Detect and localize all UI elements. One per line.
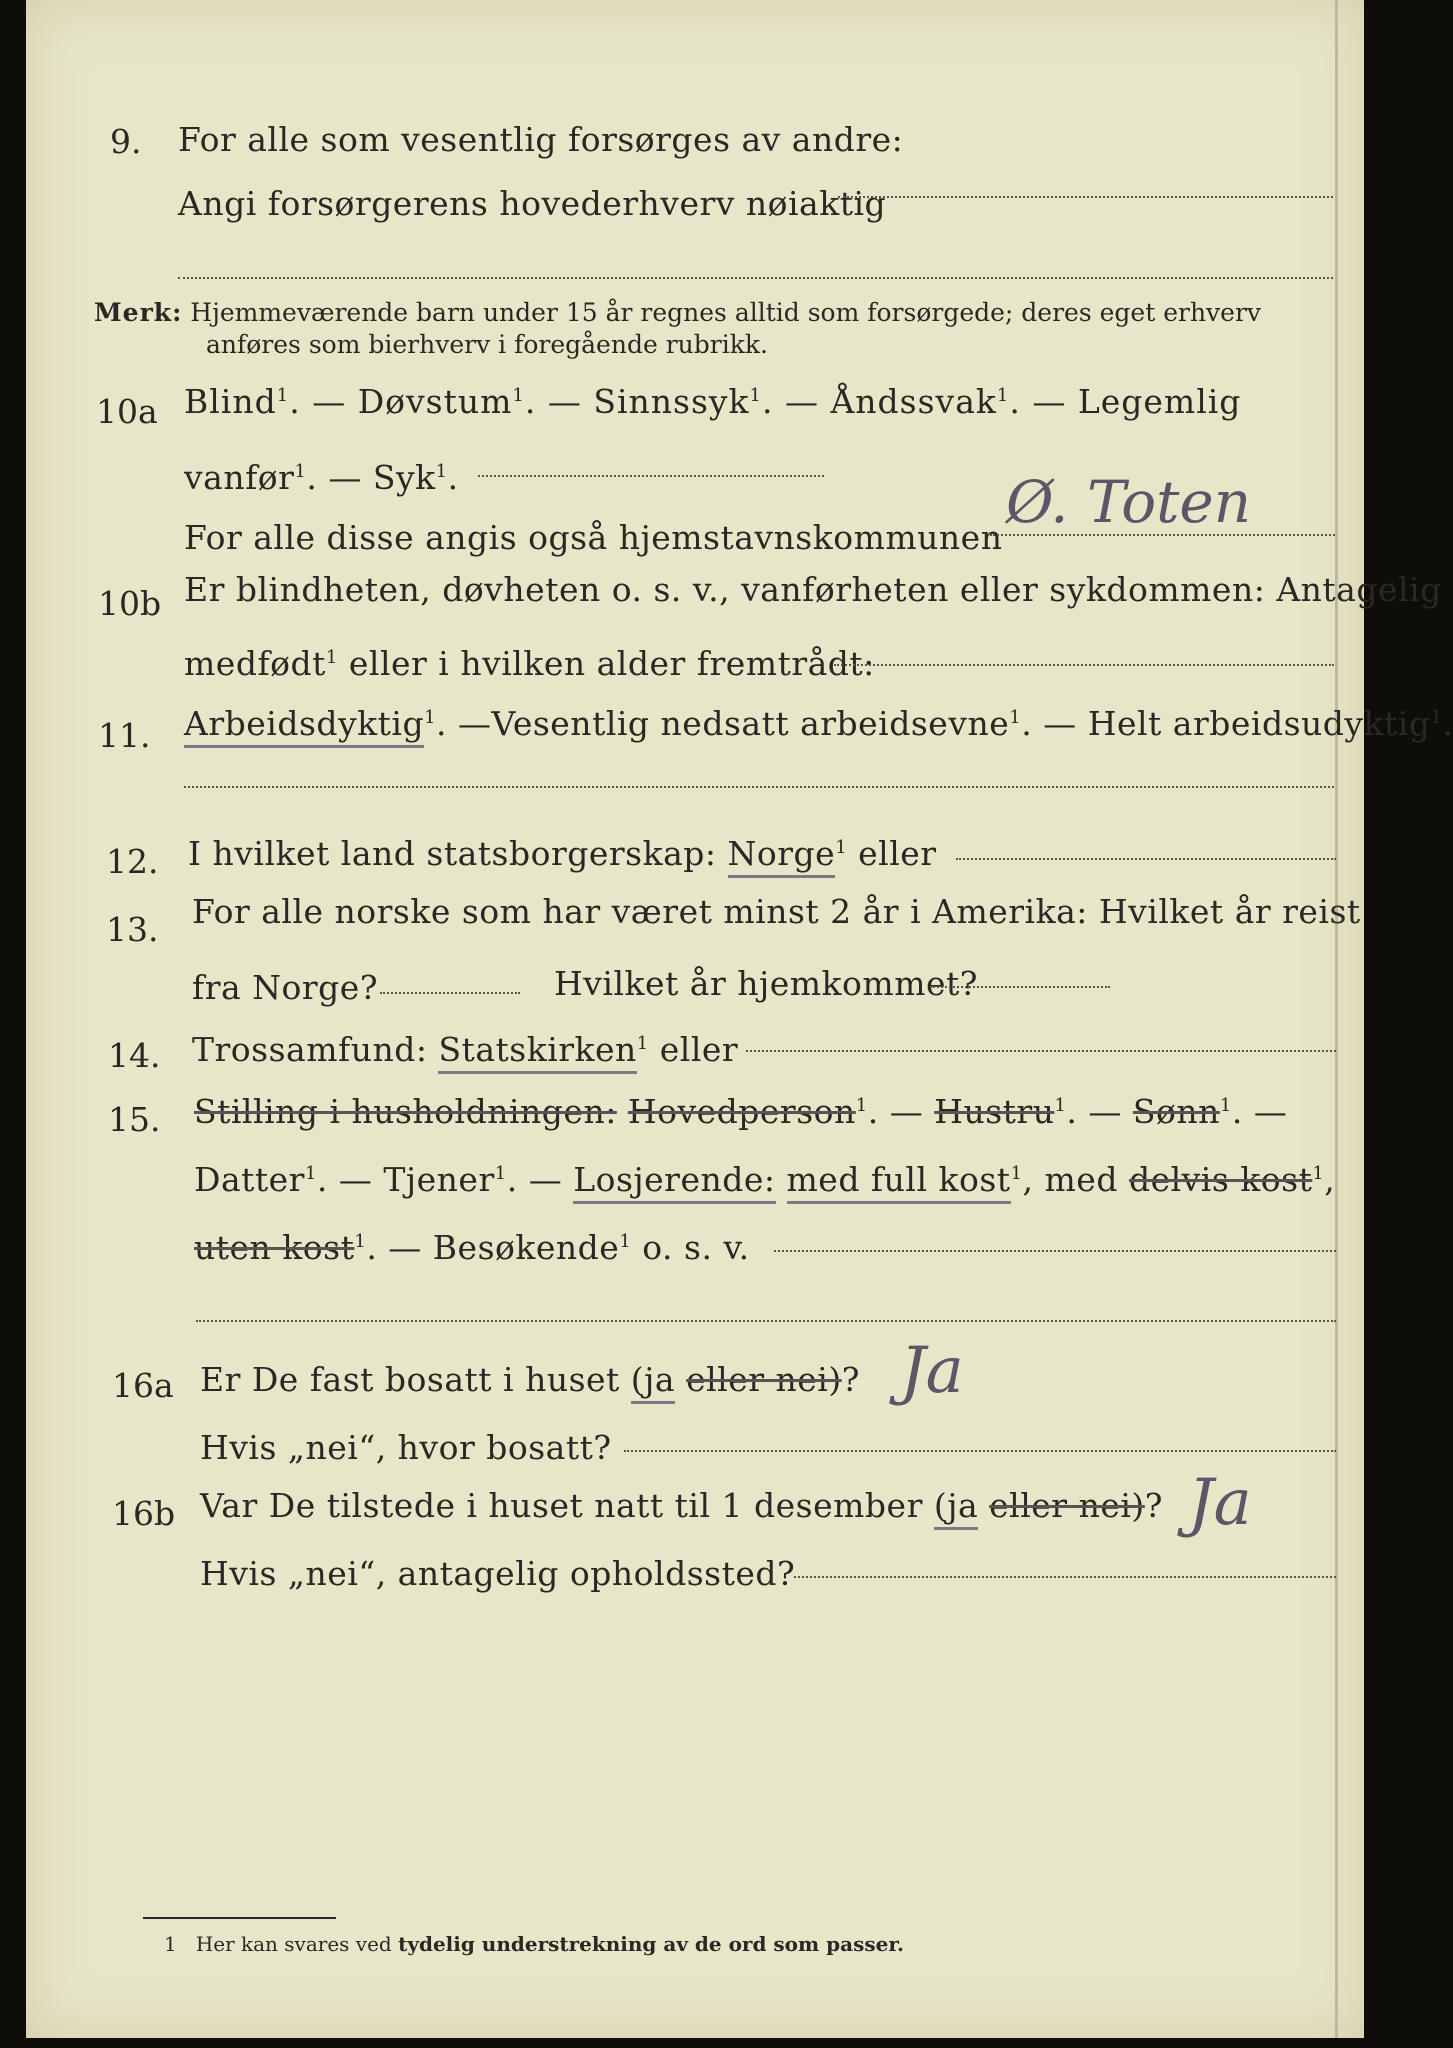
q10a-vanfor: vanfør xyxy=(184,458,295,497)
q14-answer-field[interactable] xyxy=(746,1050,1336,1052)
q16b-ja[interactable]: (ja xyxy=(934,1486,978,1530)
q15-sonn[interactable]: Sønn xyxy=(1132,1092,1220,1131)
q13-line2a: fra Norge? xyxy=(192,968,379,1007)
q10a-line2: vanfør$^1$. — Syk$^1$. xyxy=(184,458,459,497)
q10a-line1: Blind$^1$. — Døvstum$^1$. — Sinnssyk$^1$. — Åndssvak$^1$. — Legemlig xyxy=(184,382,1242,421)
q10a-blind: Blind xyxy=(184,382,277,421)
q15-osv: o. s. v. xyxy=(642,1228,750,1267)
q16a-question: Er De fast bosatt i huset xyxy=(200,1360,620,1399)
q10a-number: 10a xyxy=(96,392,158,431)
q12-eller: eller xyxy=(858,834,937,873)
merk-line1 xyxy=(94,298,1261,327)
q11-number: 11. xyxy=(98,716,151,755)
q16a-ja[interactable]: (ja xyxy=(631,1360,675,1404)
q15-hovedperson[interactable]: Hovedperson xyxy=(627,1092,856,1131)
merk-label: Merk: xyxy=(94,298,183,327)
q15-datter[interactable]: Datter xyxy=(194,1160,305,1199)
q15-besokende[interactable]: Besøkende xyxy=(432,1228,620,1267)
q15-number: 15. xyxy=(108,1100,161,1139)
q16a-line1: Er De fast bosatt i huset (ja eller nei)? xyxy=(200,1360,860,1399)
q10b-alder: eller i hvilken alder fremtrådt: xyxy=(348,644,875,683)
q15-line3: uten kost$^1$. — Besøkende$^1$ o. s. v. xyxy=(194,1228,750,1267)
q10a-syk: Syk xyxy=(372,458,436,497)
q15-answer-field[interactable] xyxy=(774,1250,1336,1252)
q9-extra-field[interactable] xyxy=(178,277,1333,279)
q12-number: 12. xyxy=(106,842,159,881)
q11-extra-field[interactable] xyxy=(184,786,1334,788)
q10b-answer-field[interactable] xyxy=(834,664,1334,666)
q16b-handwritten-answer: Ja xyxy=(1188,1466,1252,1540)
q12-line: I hvilket land statsborgerskap: Norge$^1$ eller xyxy=(188,834,937,873)
q16b-line2: Hvis „nei“, antagelig opholdssted? xyxy=(200,1554,796,1593)
q13-hjem-field[interactable] xyxy=(930,986,1110,988)
q14-number: 14. xyxy=(108,1036,161,1075)
merk-line2: anføres som bierhverv i foregående rubrikk. xyxy=(206,330,768,359)
q13-number: 13. xyxy=(106,910,159,949)
q10a-handwritten-answer: Ø. Toten xyxy=(1006,468,1252,536)
q13-line1: For alle norske som har været minst 2 år i Amerika: Hvilket år reist xyxy=(192,892,1361,931)
q10b-medfodt: medfødt xyxy=(184,644,326,683)
q11-line: Arbeidsdyktig$^1$. —Vesentlig nedsatt arbeidsevne$^1$. — Helt arbeidsudyktig$^1$. xyxy=(184,704,1453,743)
q11-arbeidsdyktig[interactable]: Arbeidsdyktig xyxy=(184,704,424,748)
q10a-andssvak: Åndssvak xyxy=(830,382,997,421)
q11-udyktig[interactable]: Helt arbeidsudyktig xyxy=(1087,704,1431,743)
q14-line: Trossamfund: Statskirken$^1$ eller xyxy=(192,1030,738,1069)
q16b-number: 16b xyxy=(112,1494,176,1533)
form-page xyxy=(26,0,1453,2038)
q10b-number: 10b xyxy=(98,584,162,623)
merk-text1: Hjemmeværende barn under 15 år regnes alltid som forsørgede; deres eget erhverv xyxy=(190,298,1262,327)
q9-line1: For alle som vesentlig forsørges av andre: xyxy=(178,120,904,159)
q15-med-full-kost[interactable]: med full kost xyxy=(787,1160,1011,1204)
q16a-line2: Hvis „nei“, hvor bosatt? xyxy=(200,1428,612,1467)
q9-answer-field[interactable] xyxy=(838,196,1333,198)
q15-uten-kost[interactable]: uten kost xyxy=(194,1228,355,1267)
q9-line2: Angi forsørgerens hovederhverv nøiaktig xyxy=(178,184,887,223)
q15-line1: Stilling i husholdningen: Hovedperson$^1$. — Hustru$^1$. — Sønn$^1$. — xyxy=(194,1092,1288,1131)
q12-question: I hvilket land statsborgerskap: xyxy=(188,834,717,873)
footnote-text-b: tydelig understrekning av de ord som passer. xyxy=(398,1932,904,1956)
q16a-bosatt-field[interactable] xyxy=(624,1450,1336,1452)
q10a-legemlig: Legemlig xyxy=(1077,382,1242,421)
q14-statskirken[interactable]: Statskirken xyxy=(438,1030,636,1074)
q12-answer-field[interactable] xyxy=(956,858,1336,860)
page-fold-edge xyxy=(1335,0,1338,2038)
q15-losjerende[interactable]: Losjerende: xyxy=(573,1160,775,1204)
q15-stilling: Stilling i husholdningen: xyxy=(194,1092,617,1131)
q16b-line1: Var De tilstede i huset natt til 1 desember (ja eller nei)? xyxy=(200,1486,1163,1525)
q10a-dovstum: Døvstum xyxy=(357,382,513,421)
q15-hustru[interactable]: Hustru xyxy=(934,1092,1055,1131)
q16a-number: 16a xyxy=(112,1366,174,1405)
q15-delvis-kost[interactable]: delvis kost xyxy=(1128,1160,1313,1199)
q16b-opholdssted-field[interactable] xyxy=(794,1576,1336,1578)
q14-eller: eller xyxy=(659,1030,739,1069)
q13-line2b: Hvilket år hjemkommet? xyxy=(554,964,978,1003)
q16b-eller-nei[interactable]: eller nei) xyxy=(989,1486,1145,1525)
q16b-question: Var De tilstede i huset natt til 1 desember xyxy=(200,1486,923,1525)
q15-tjener[interactable]: Tjener xyxy=(383,1160,495,1199)
footnote-rule xyxy=(143,1917,336,1919)
q15-extra-field[interactable] xyxy=(196,1320,1336,1322)
footnote xyxy=(164,1932,904,1956)
q10a-line3: For alle disse angis også hjemstavnskommunen xyxy=(184,518,1003,557)
q10b-line1: Er blindheten, døvheten o. s. v., vanførheten eller sykdommen: Antagelig xyxy=(184,570,1442,609)
q10a-syk-field[interactable] xyxy=(478,475,824,477)
footnote-mark: 1 xyxy=(164,1932,177,1956)
q13-reist-field[interactable] xyxy=(380,992,520,994)
q15-med: med xyxy=(1044,1160,1118,1199)
footnote-text-a: Her kan svares ved xyxy=(195,1932,392,1956)
q10a-sinnssyk: Sinnssyk xyxy=(593,382,750,421)
q11-nedsatt[interactable]: Vesentlig nedsatt arbeidsevne xyxy=(491,704,1010,743)
q16a-eller-nei[interactable]: eller nei) xyxy=(686,1360,842,1399)
q12-norge[interactable]: Norge xyxy=(728,834,836,878)
q9-number: 9. xyxy=(110,122,142,161)
q10b-line2: medfødt$^1$ eller i hvilken alder fremtrådt: xyxy=(184,644,875,683)
q15-line2: Datter$^1$. — Tjener$^1$. — Losjerende: med full kost$^1$, med delvis kost$^1$, xyxy=(194,1160,1335,1199)
q16a-handwritten-answer: Ja xyxy=(900,1334,964,1408)
q14-question: Trossamfund: xyxy=(192,1030,428,1069)
